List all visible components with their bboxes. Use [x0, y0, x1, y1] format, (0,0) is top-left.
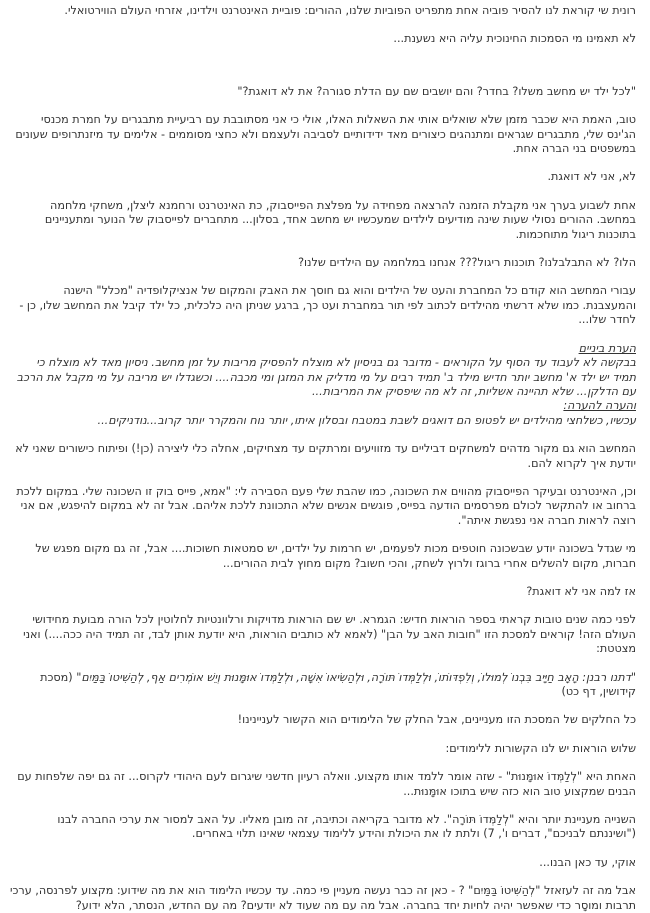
- body-paragraph: לפני כמה שנים טובות קראתי בספר הוראות חדיש: הגמרא. יש שם הוראות מדויקות ורלוונטיות לחלוטין לכל הורה מבועת מחידושי העולם הזה! קוראים למסכת הזו "חובות האב על הבן" (לאמא לא כותבים הוראות, היא יודעת אותן לבד, זה תמיד היה ככה....) ואני מצטטת:: [23, 613, 636, 656]
- talmud-quote-source: (מסכת קידושין, דף כט): [40, 670, 636, 698]
- intro-paragraph: רונית שי קוראת לנו להסיר פוביה אחת מתפריט הפוביות שלנו, ההורים: פוביית האינטרנט וילדינו, אזרחי העולם הווירטואלי.: [64, 4, 636, 17]
- body-paragraph: אוקי, עד כאן הבנו...: [539, 855, 636, 869]
- note-on-note-heading: והערה להערה:: [563, 399, 636, 413]
- teaser-line: לא תאמינו מי הסמכות החינוכית עליה היא נשענת...: [393, 32, 636, 46]
- interim-note: [10, 342, 636, 428]
- body-paragraph: כל החלקים של המסכת הזו מעניינים, אבל החלק של הלימודים הוא הקשור לעניינינו!: [237, 713, 636, 727]
- body-paragraph: וכן, האינטרנט ובעיקר הפייסבוק מהווים את השכונה, כמו שהבת שלי פעם הסבירה לי: "אמא, פייס בוק זו השכונה שלי. במקום ללכת ברחוב או להתקשר לכולם מפרסמים הודעה בפייס, פוגשים אנשים שלא התכוונת ללכת אליהם. אבל זה לא במקום להיפגש, אם אני רוצה לראות חברה אני נפגשת איתה".: [16, 484, 636, 527]
- spacer: [10, 61, 636, 85]
- talmud-quote: [10, 671, 636, 700]
- body-paragraph: טוב, האמת היא שכבר מזמן שלא שואלים אותי את השאלות האלו, אולי כי אני מסתובבת עם רביעיית מתבגרים על חמרת מכנסי הג'ינס שלי, מתבגרים שגראים ומתנהגים כיצורים מאד ידידותיים לסביבה ולעצמם ולא כחצי מסוממים - אלימים עד מיזנתרופים שעונים במשפטים בני הברה אחת.: [15, 113, 636, 156]
- body-paragraph: האחת היא "לְלַמְּדוֹ אוּמָּנוּת" - שזה אומר ללמד אותו מקצוע. וואלה רעיון חדשני שיגרום לעם היהודי לקרוס... זה גם יפה שלפחות עם הבנים שמקצוע טוב הוא כזה שיש בתוכו אוּמָּנוּת...: [17, 770, 636, 798]
- note-on-note-text: עכשיו, כשלחצי מהילדים יש לפטופ הם דואגים לשבת במטבח ובסלון איתו, יותר נוח והמקרר יותר קרוב...נודניקים...: [97, 413, 636, 427]
- body-paragraph: השנייה מעניינת יותר והיא "לְלַמְּדוֹ תּוֹרָה". לא מדובר בקריאה וכתיבה, זה מובן מאליו. על האב למסור את ערכי החברה לבנו ("ושיננתם לבניכם", דברים ו', 7) ולתת לו את היכולת והידע ללימוד עצמאי שאינו תלוי באחרים.: [57, 813, 636, 841]
- body-paragraph: המחשב הוא גם מקור מדהים למשחקים דביליים עד מזוויעים ומרתקים עד מצחיקים, אחלה כלי ליצירה (כן!) ופיתוח כישורים שאני לא יודעת איך לקרוא להם.: [15, 442, 636, 470]
- body-paragraph: אבל מה זה לעזאזל "לְהַשִּׁיטוֹ בַּמַּיִם" ? - כאן זה כבר נעשה מעניין פי כמה. עד עכשיו הלימוד הוא את מה שידוע: מקצוע לפרנסה, ערכי תרבות ומוסָר כדי שאפשר יהיה לחיות יחד בחברה. אבל מה עם מה שעוד לא יודעים? מה עם החדש, הנסתר, הלא ידוע?: [10, 884, 636, 912]
- body-paragraph: הלו? לא התבלבלנו? תוכנות ריגול??? אנחנו במלחמה עם הילדים שלנו?: [298, 256, 636, 270]
- interim-note-text: בבקשה לא לעבוד עד הסוף על הקוראים - מדובר גם בניסיון לא מוצלח להפסיק מריבות על זמן מחשב. ניסיון מאד לא מוצלח כי תמיד יש ילד א' מחשב יותר חדיש מילד ב' תמיד רבים על מי מדליק את המזגן ומי מכבה.... וכשגדלו יש מריבה על מי מקבל את הרכב עם הדלקן... שלא תהיינה אשליות, זה לא מה שיפסיק את המריבות...: [16, 356, 636, 398]
- body-paragraph: שלוש הוראות יש לנו הקשורות ללימודים:: [445, 741, 636, 755]
- talmud-quote-text: "דתנו רבנן: הָאָב חַיָּיב בִּבְנוֹ לְמוּלוֹ, וְלִפְדּוֹתוֹ, וּלְלַמְּדוֹ תּוֹרָה, וּלְהַשִּׂיאוֹ אִשָּׁה, וּלְלַמְּדוֹ אוּמָּנוּת וְיֵשׁ אוֹמְרִים אַף, לְהַשִּׁיטוֹ בַּמַּיִם": [76, 670, 636, 684]
- body-paragraph: מי שגדל בשכונה יודע שבשכונה חוטפים מכות לפעמים, יש חרמות על ילדים, יש סמטאות חשוכות.... אבל, זה גם מקום מפגש של חברות, מקום להשלים אחרי ברוגז ולרוץ לשחק, והכי חשוב? מקום מחוץ לבית ההורים...: [35, 542, 636, 570]
- body-paragraph: עבורי המחשב הוא קודם כל המחברת והעט של הילדים והוא גם חוסך את האבק והמקום של אנציקלופדיה "מכלל" הישנה והמעצבנת. כמו שלא דרשתי מהילדים לכתוב לפי תור במחברת ועט כך, ברגע שניתן היה כלכלית, כל ילד קיבל את המחשב שלו, כן - לחדר שלו...: [19, 284, 636, 327]
- body-paragraph: לא, אני לא דואגת.: [547, 170, 636, 184]
- body-paragraph: אחת לשבוע בערך אני מקבלת הזמנה להרצאה מפחידה על מפלצת הפייסבוק, כת האינטרנט ורחמנא ליצלן, משחקי מלחמה במחשב. ההורים נסולי שעות שינה מודיעים לילדים שמעכשיו יש מחשב אחד, בסלון... מתחברים לפייסבוק של הנוער ומתעניינים בתוכנות ריגול מתוחכמות.: [44, 198, 636, 241]
- body-paragraph: אז למה אני לא דואגת?: [526, 584, 636, 598]
- question-quote: "לכל ילד יש מחשב משלו? בחדר? והם יושבים שם עם הדלת סגורה? את לא דואגת?": [237, 84, 636, 98]
- interim-note-heading: הערת ביניים: [578, 341, 636, 355]
